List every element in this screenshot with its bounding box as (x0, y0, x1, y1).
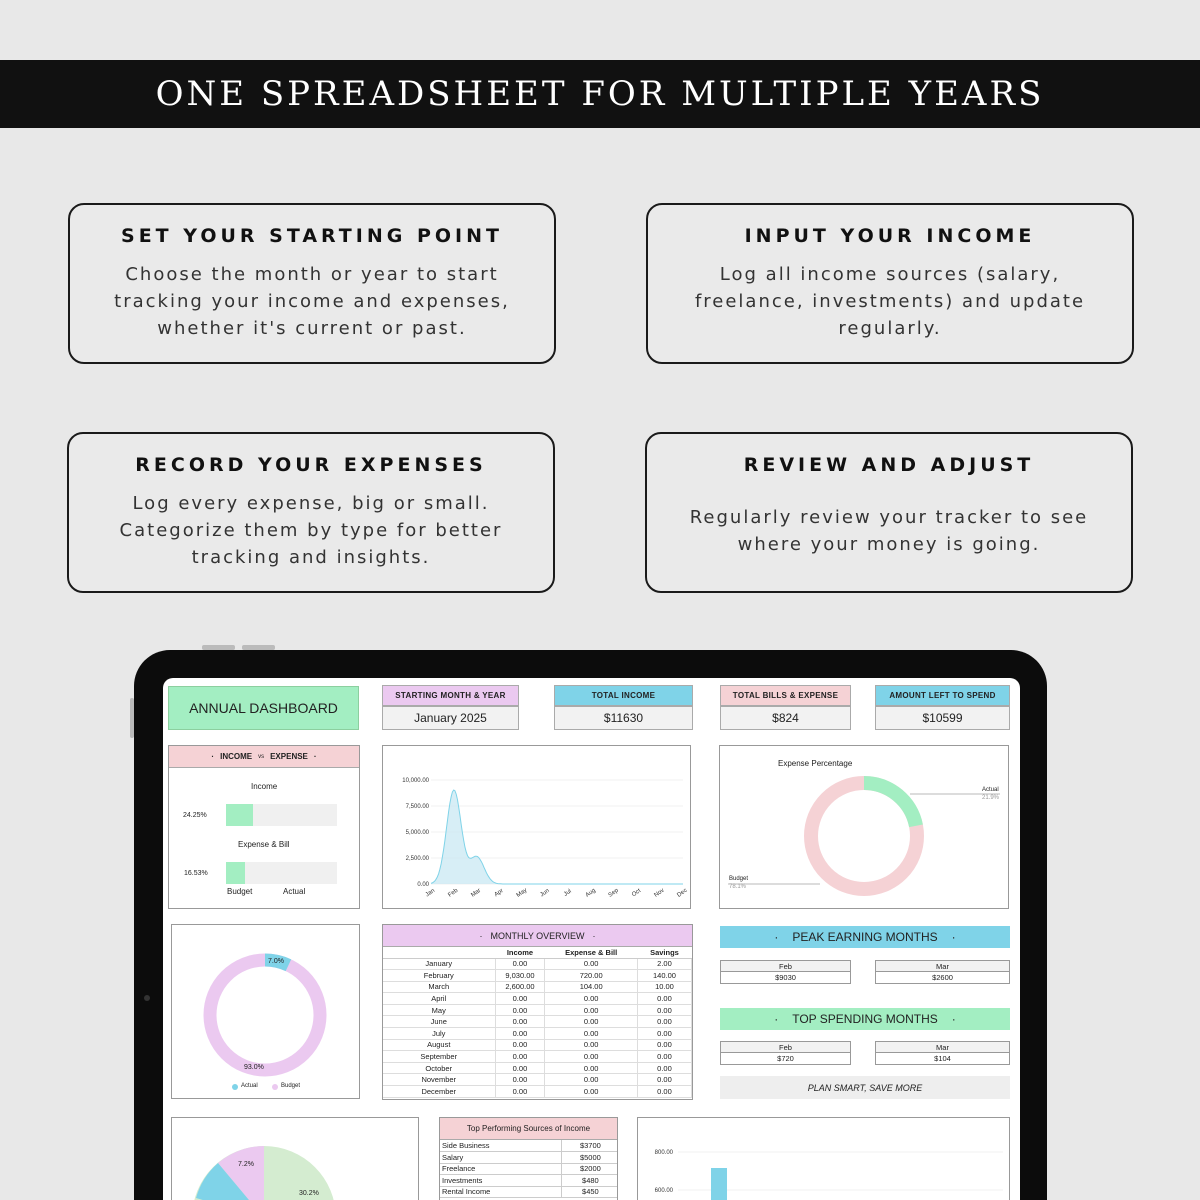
ive-income-label: Income (251, 782, 278, 791)
table-cell: $3700 (561, 1140, 617, 1152)
table-row (383, 1086, 692, 1098)
y-tick-label: 0.00 (417, 882, 429, 888)
table-row (383, 958, 692, 970)
x-tick-label: Sep (607, 887, 620, 899)
table-cell: 10.00 (637, 981, 691, 993)
table-row (383, 1028, 692, 1040)
expense-budget-value: 78.1% (729, 884, 747, 890)
table-cell: 0.00 (545, 1086, 638, 1098)
table-row (383, 1016, 692, 1028)
ive-header: · INCOME vs EXPENSE · (169, 746, 359, 768)
table-cell: 0.00 (637, 1039, 691, 1051)
table-cell: August (383, 1039, 495, 1051)
x-tick-label: May (515, 887, 529, 899)
top-spending-title: TOP SPENDING MONTHS (792, 1012, 938, 1026)
kpi-left-value: $10599 (875, 706, 1010, 730)
y-tick-label: 5,000.00 (405, 830, 429, 836)
actual-budget-panel (171, 924, 360, 1099)
table-row (440, 1163, 617, 1175)
x-tick-label: Nov (653, 887, 666, 899)
step-body: Log every expense, big or small. Categorize them by type for better tracking and insights. (119, 493, 503, 568)
table-row (383, 981, 692, 993)
table-cell: June (383, 1016, 495, 1028)
step-card-start (68, 203, 556, 364)
ive-expense-label: Expense & Bill (238, 840, 290, 849)
sources-table (440, 1140, 617, 1198)
motto-banner: PLAN SMART, SAVE MORE (720, 1076, 1010, 1099)
table-cell: 0.00 (637, 1074, 691, 1086)
table-cell: 0.00 (545, 958, 638, 970)
table-row (383, 1051, 692, 1063)
column-header: Income (495, 947, 545, 958)
table-cell: 0.00 (495, 1004, 545, 1016)
table-cell: Salary (440, 1152, 561, 1164)
step-card-expenses (67, 432, 555, 593)
ive-expense-track (226, 862, 337, 884)
peak-value: $2600 (932, 973, 953, 982)
ive-income-pct: 24.25% (183, 812, 207, 819)
spending-month: Mar (876, 1042, 1009, 1053)
monthly-overview-table (383, 947, 692, 1098)
actual-pct-label: 7.0% (268, 958, 284, 965)
kpi-bills-label: TOTAL BILLS & EXPENSE (720, 685, 851, 706)
table-row (383, 1074, 692, 1086)
x-tick-label: Jul (563, 888, 573, 898)
table-cell: 2,600.00 (495, 981, 545, 993)
sources-title: Top Performing Sources of Income (440, 1118, 617, 1140)
step-body: Regularly review your tracker to see where your money is going. (689, 507, 1089, 555)
table-cell: $2000 (561, 1163, 617, 1175)
peak-earning-title: PEAK EARNING MONTHS (792, 930, 938, 944)
table-cell: 0.00 (495, 1028, 545, 1040)
table-cell: 0.00 (637, 993, 691, 1005)
top-spending-item (875, 1041, 1010, 1065)
spending-value: $720 (777, 1054, 794, 1063)
monthly-overview-header: · MONTHLY OVERVIEW · (383, 925, 692, 947)
kpi-starting-value[interactable]: January 2025 (382, 706, 519, 730)
sources-table-panel (439, 1117, 618, 1200)
pie-label: 7.2% (238, 1161, 254, 1168)
step-title: RECORD YOUR EXPENSES (135, 454, 487, 476)
tablet-button (242, 645, 275, 650)
peak-earning-item (875, 960, 1010, 984)
table-cell: 0.00 (545, 1051, 638, 1063)
monthly-overview-title: MONTHLY OVERVIEW (490, 930, 585, 941)
legend-actual: Actual (241, 1083, 258, 1089)
table-cell: 9,030.00 (495, 970, 545, 982)
step-body: Log all income sources (salary, freelance, investments) and update regularly. (694, 264, 1086, 339)
expense-percentage-donut (720, 746, 1008, 908)
table-cell: 0.00 (637, 1086, 691, 1098)
x-tick-label: Dec (676, 887, 689, 899)
table-cell: $5000 (561, 1152, 617, 1164)
column-header (383, 947, 495, 958)
expense-actual-label: Actual (982, 787, 999, 793)
table-cell: 0.00 (637, 1028, 691, 1040)
pie-label: 30.2% (299, 1190, 319, 1197)
tablet-camera (144, 995, 150, 1001)
table-cell: 720.00 (545, 970, 638, 982)
kpi-income-value: $11630 (554, 706, 693, 730)
table-cell: 0.00 (545, 1074, 638, 1086)
ive-income-bar (226, 804, 253, 826)
income-vs-expense-panel (168, 745, 360, 909)
table-cell: 0.00 (495, 1062, 545, 1074)
table-row (440, 1140, 617, 1152)
step-card-review (645, 432, 1133, 593)
kpi-bills-value: $824 (720, 706, 851, 730)
table-cell: 0.00 (545, 993, 638, 1005)
table-cell: 0.00 (637, 1004, 691, 1016)
bar (711, 1168, 727, 1200)
top-spending-item (720, 1041, 851, 1065)
y-tick-label: 2,500.00 (405, 856, 429, 862)
step-title: REVIEW AND ADJUST (743, 454, 1035, 476)
table-cell: January (383, 958, 495, 970)
table-row (383, 1039, 692, 1051)
table-cell: December (383, 1086, 495, 1098)
actual-budget-donut (172, 925, 359, 1098)
x-tick-label: Apr (493, 888, 505, 899)
ive-expense-pct: 16.53% (184, 870, 208, 877)
peak-earning-header: · PEAK EARNING MONTHS · (720, 926, 1010, 948)
table-cell: 104.00 (545, 981, 638, 993)
column-header: Savings (637, 947, 691, 958)
legend-actual-dot (232, 1084, 238, 1090)
expense-pct-title: Expense Percentage (778, 759, 853, 768)
table-cell: 0.00 (545, 1004, 638, 1016)
table-cell: 2.00 (637, 958, 691, 970)
ive-title-vs: vs (258, 753, 265, 760)
table-row (383, 1004, 692, 1016)
budget-pct-label: 93.0% (244, 1064, 264, 1071)
kpi-starting-label: STARTING MONTH & YEAR (382, 685, 519, 706)
table-cell: 0.00 (495, 1074, 545, 1086)
table-cell: Investments (440, 1175, 561, 1187)
table-cell: 0.00 (495, 958, 545, 970)
table-cell: Rental Income (440, 1186, 561, 1198)
ive-budget-label: Budget (227, 887, 253, 896)
x-tick-label: Jun (539, 887, 551, 899)
table-cell: September (383, 1051, 495, 1063)
table-cell: 0.00 (545, 1062, 638, 1074)
step-card-income (646, 203, 1134, 364)
table-row (440, 1152, 617, 1164)
dashboard-screen (163, 678, 1020, 1200)
table-cell: 140.00 (637, 970, 691, 982)
bar-chart-panel (637, 1117, 1010, 1200)
spending-value: $104 (934, 1054, 951, 1063)
table-cell: February (383, 970, 495, 982)
expense-budget-label: Budget (729, 876, 749, 882)
peak-value: $9030 (775, 973, 796, 982)
step-body: Choose the month or year to start tracking your income and expenses, whether it's current or past. (114, 264, 510, 339)
donut-budget-arc (210, 960, 320, 1070)
dashboard-title: ANNUAL DASHBOARD (168, 686, 359, 730)
ive-title-expense: EXPENSE (270, 752, 308, 761)
table-cell: 0.00 (637, 1016, 691, 1028)
x-tick-label: Jan (424, 887, 437, 899)
table-cell: $480 (561, 1175, 617, 1187)
bar-chart (638, 1118, 1009, 1200)
x-tick-label: Aug (584, 887, 597, 899)
top-spending-header: · TOP SPENDING MONTHS · (720, 1008, 1010, 1030)
table-cell: 0.00 (495, 993, 545, 1005)
x-tick-label: Oct (631, 888, 643, 899)
sources-pie (172, 1118, 418, 1200)
x-tick-label: Mar (470, 887, 483, 899)
y-tick-label: 600.00 (654, 1188, 673, 1194)
table-row (383, 993, 692, 1005)
y-tick-label: 7,500.00 (405, 804, 429, 810)
table-cell: 0.00 (637, 1051, 691, 1063)
table-cell: 0.00 (637, 1062, 691, 1074)
table-cell: Freelance (440, 1163, 561, 1175)
legend-budget-dot (272, 1084, 278, 1090)
step-title: INPUT YOUR INCOME (744, 225, 1036, 247)
ive-actual-label: Actual (283, 887, 306, 896)
y-tick-label: 10,000.00 (402, 778, 429, 784)
table-cell: May (383, 1004, 495, 1016)
kpi-income-label: TOTAL INCOME (554, 685, 693, 706)
expense-percentage-panel (719, 745, 1009, 909)
ive-income-track (226, 804, 337, 826)
table-row (440, 1186, 617, 1198)
table-cell: 0.00 (545, 1016, 638, 1028)
tablet-button (202, 645, 235, 650)
table-cell: 0.00 (545, 1039, 638, 1051)
step-title: SET YOUR STARTING POINT (121, 225, 503, 247)
spending-month: Feb (721, 1042, 850, 1053)
table-cell: 0.00 (495, 1051, 545, 1063)
x-tick-label: Feb (447, 887, 460, 899)
table-cell: October (383, 1062, 495, 1074)
banner-title: ONE SPREADSHEET FOR MULTIPLE YEARS (155, 74, 1045, 114)
peak-earning-item (720, 960, 851, 984)
table-cell: Side Business (440, 1140, 561, 1152)
monthly-overview-panel (382, 924, 693, 1100)
income-area-chart (383, 746, 690, 908)
tablet-frame (134, 650, 1047, 1200)
area-fill (431, 790, 683, 884)
y-tick-label: 800.00 (654, 1150, 673, 1156)
sources-pie-panel (171, 1117, 419, 1200)
legend-budget: Budget (281, 1083, 301, 1089)
banner (0, 60, 1200, 128)
table-row (383, 1062, 692, 1074)
ive-title-income: INCOME (220, 752, 253, 761)
peak-month: Feb (721, 961, 850, 972)
expense-actual-value: 21.9% (982, 795, 1000, 801)
table-cell: April (383, 993, 495, 1005)
table-cell: 0.00 (495, 1086, 545, 1098)
peak-month: Mar (876, 961, 1009, 972)
table-cell: March (383, 981, 495, 993)
tablet-side-button (130, 698, 134, 738)
table-row (383, 970, 692, 982)
ive-expense-bar (226, 862, 245, 884)
table-cell: July (383, 1028, 495, 1040)
table-cell: $450 (561, 1186, 617, 1198)
kpi-left-label: AMOUNT LEFT TO SPEND (875, 685, 1010, 706)
table-cell: 0.00 (495, 1016, 545, 1028)
income-area-chart-panel (382, 745, 691, 909)
table-cell: November (383, 1074, 495, 1086)
table-cell: 0.00 (545, 1028, 638, 1040)
column-header: Expense & Bill (545, 947, 638, 958)
table-cell: 0.00 (495, 1039, 545, 1051)
table-row (440, 1175, 617, 1187)
